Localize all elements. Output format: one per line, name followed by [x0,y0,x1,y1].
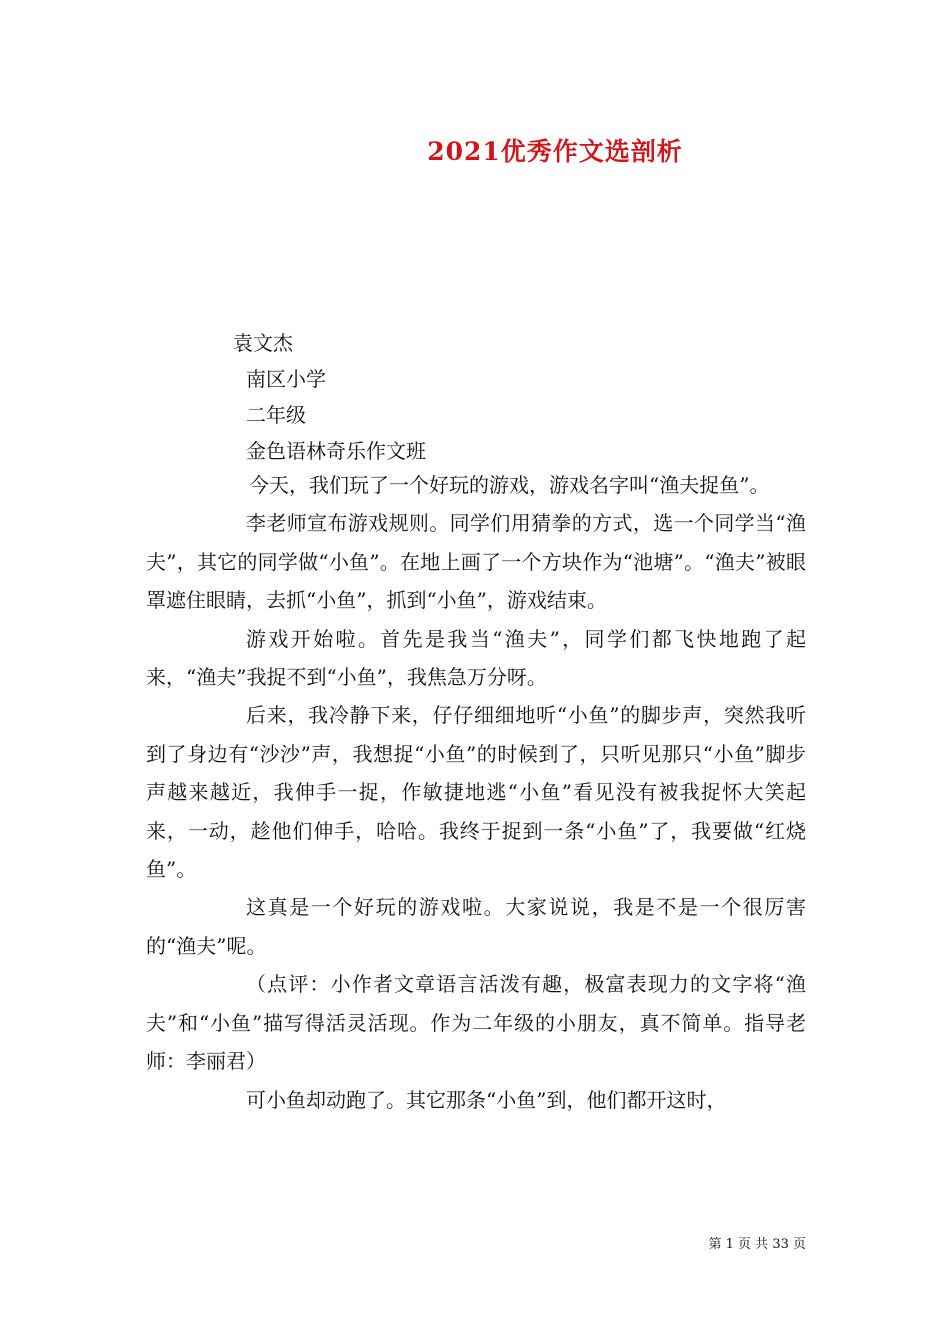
essay-body [146,466,806,1119]
author-name: 袁文杰 [233,331,293,355]
page-number: 第 1 页 共 33 页 [708,1237,806,1252]
essay-paragraph: 后来，我冷静下来，仔仔细细地听“小鱼”的脚步声，突然我听到了身边有“沙沙”声，我想捉“小鱼”的时候到了，只听见那只“小鱼”脚步声越来越近，我伸手一捉，作敏捷地逃“小鱼”看见没有被我捉怀大笑起来，一动，趁他们伸手，哈哈。我终于捉到一条“小鱼”了，我要做“红烧鱼”。 [146,703,806,882]
essay-comment: （点评：小作者文章语言活泼有趣，极富表现力的文字将“渔夫”和“小鱼”描写得活灵活现。作为二年级的小朋友，真不简单。指导老师：李丽君） [146,972,806,1074]
class-name: 金色语林奇乐作文班 [246,439,426,463]
page-title: 2021优秀作文选剖析 [427,137,683,166]
essay-paragraph: 游戏开始啦。首先是我当“渔夫”，同学们都飞快地跑了起来，“渔夫”我捉不到“小鱼”，我焦急万分呀。 [146,626,806,690]
school-name: 南区小学 [246,367,326,391]
essay-paragraph: 李老师宣布游戏规则。同学们用猜拳的方式，选一个同学当“渔夫”，其它的同学做“小鱼”。在地上画了一个方块作为“池塘”。“渔夫”被眼罩遮住眼睛，去抓“小鱼”，抓到“小鱼”，游戏结束。 [146,511,806,613]
essay-paragraph: 今天，我们玩了一个好玩的游戏，游戏名字叫“渔夫捉鱼”。 [249,473,770,497]
grade-label: 二年级 [246,403,306,427]
essay-paragraph: 这真是一个好玩的游戏啦。大家说说，我是不是一个很厉害的“渔夫”呢。 [146,895,806,958]
essay-paragraph: 可小鱼却动跑了。其它那条“小鱼”到，他们都开这时， [246,1087,727,1112]
